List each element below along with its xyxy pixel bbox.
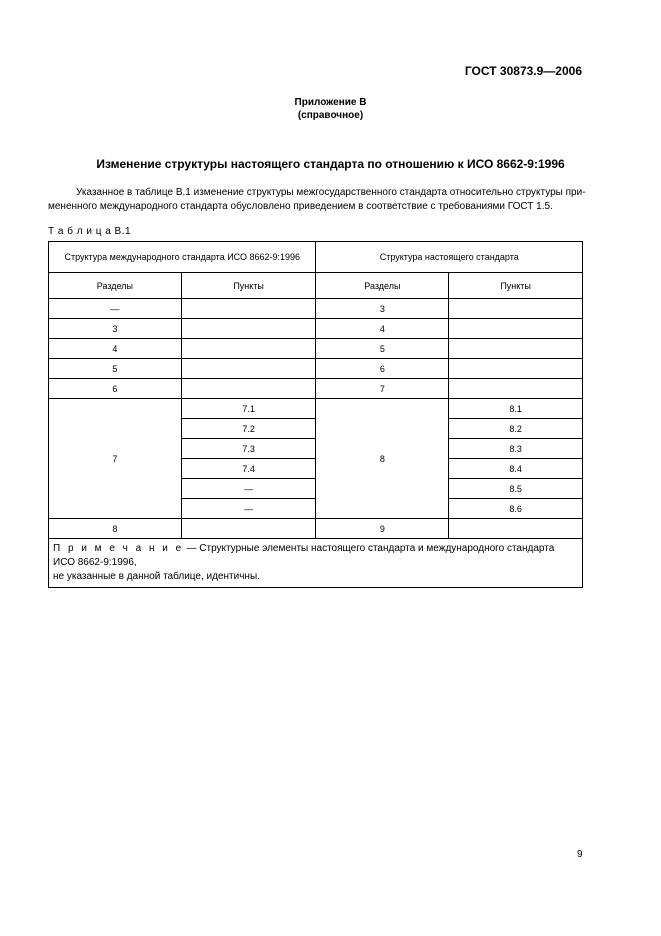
- iso-point-cell: [181, 339, 316, 359]
- structure-comparison-table: [48, 241, 583, 588]
- iso-point-cell: 7.4: [181, 459, 316, 479]
- table-header-row-1: [49, 242, 583, 273]
- gost-point-cell: [449, 519, 583, 539]
- gost-point-cell: 8.5: [449, 479, 583, 499]
- gost-section-cell: 7: [316, 379, 449, 399]
- note-text: — Структурные элементы настоящего стандарта и международного стандарта ИСО 8662-9:1996,: [53, 543, 555, 568]
- table-note-row: [49, 539, 583, 588]
- iso-point-cell: —: [181, 499, 316, 519]
- iso-section-cell: 5: [49, 359, 182, 379]
- iso-point-cell: [181, 379, 316, 399]
- intro-line-1: Указанное в таблице В.1 изменение структуры межгосударственного стандарта относительно структуры при-: [76, 187, 586, 198]
- gost-section-cell: 9: [316, 519, 449, 539]
- header-gost-points: Пункты: [449, 273, 583, 299]
- gost-point-cell: 8.1: [449, 399, 583, 419]
- iso-section-cell-merged: 7: [49, 399, 182, 519]
- intro-paragraph: [48, 186, 613, 214]
- header-gost-sections: Разделы: [316, 273, 449, 299]
- table-label: Т а б л и ц а В.1: [48, 226, 132, 237]
- gost-point-cell: 8.3: [449, 439, 583, 459]
- iso-section-cell: 4: [49, 339, 182, 359]
- iso-point-cell: [181, 299, 316, 319]
- gost-point-cell: 8.4: [449, 459, 583, 479]
- gost-section-cell: 5: [316, 339, 449, 359]
- gost-section-cell-merged: 8: [316, 399, 449, 519]
- section-title: Изменение структуры настоящего стандарта по отношению к ИСО 8662-9:1996: [96, 157, 565, 171]
- table-row: [49, 519, 583, 539]
- appendix-label: Приложение В: [294, 97, 367, 108]
- table-row: [49, 359, 583, 379]
- gost-point-cell: 8.2: [449, 419, 583, 439]
- iso-point-cell: 7.3: [181, 439, 316, 459]
- header-gost-structure: Структура настоящего стандарта: [316, 242, 583, 273]
- iso-section-cell: —: [49, 299, 182, 319]
- iso-point-cell: [181, 519, 316, 539]
- document-code: ГОСТ 30873.9—2006: [464, 64, 582, 78]
- header-iso-sections: Разделы: [49, 273, 182, 299]
- gost-point-cell: [449, 379, 583, 399]
- table-row: [49, 299, 583, 319]
- gost-point-cell: [449, 299, 583, 319]
- appendix-type: (справочное): [297, 110, 364, 121]
- table-header-row-2: [49, 273, 583, 299]
- table-row: [49, 319, 583, 339]
- gost-section-cell: 6: [316, 359, 449, 379]
- gost-point-cell: [449, 339, 583, 359]
- gost-section-cell: 4: [316, 319, 449, 339]
- iso-section-cell: 3: [49, 319, 182, 339]
- appendix-heading: [0, 96, 661, 122]
- iso-section-cell: 6: [49, 379, 182, 399]
- note-label: П р и м е ч а н и е: [53, 543, 184, 554]
- iso-point-cell: [181, 319, 316, 339]
- iso-point-cell: —: [181, 479, 316, 499]
- intro-line-2: мененного международного стандарта обусловлено приведением в соответствие с требованиями ГОСТ 1.5.: [48, 201, 553, 212]
- iso-point-cell: 7.1: [181, 399, 316, 419]
- page-number: 9: [577, 849, 583, 860]
- gost-point-cell: 8.6: [449, 499, 583, 519]
- iso-section-cell: 8: [49, 519, 182, 539]
- gost-point-cell: [449, 359, 583, 379]
- gost-section-cell: 3: [316, 299, 449, 319]
- gost-point-cell: [449, 319, 583, 339]
- iso-point-cell: [181, 359, 316, 379]
- header-iso-structure: Структура международного стандарта ИСО 8662-9:1996: [49, 242, 316, 273]
- table-note: [49, 539, 583, 588]
- table-row: [49, 399, 583, 419]
- note-text-continued: не указанные в данной таблице, идентичны.: [53, 571, 260, 582]
- table-row: [49, 379, 583, 399]
- table-row: [49, 339, 583, 359]
- header-iso-points: Пункты: [181, 273, 316, 299]
- iso-point-cell: 7.2: [181, 419, 316, 439]
